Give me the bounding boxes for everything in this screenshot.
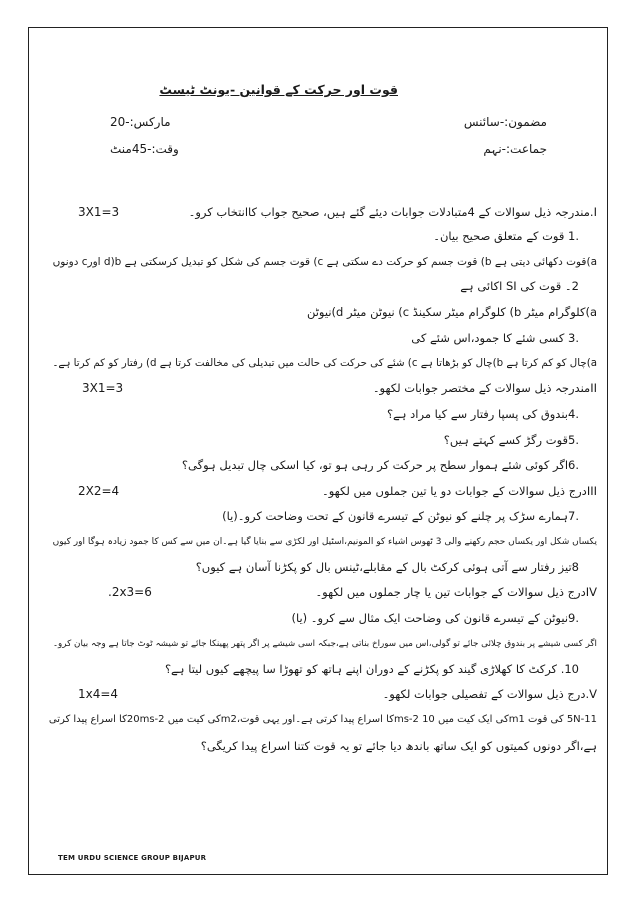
- question-11: 5N-11 کی قوت m1کی ایک کیت میں 10 ms-2کا اسراع پیدا کرتی ہے۔اور یہی قوت،m2کی کیت میں 20ms-2کا اسراع پیدا کرتی: [48, 714, 597, 725]
- question-3-options: a)چال کو کم کرتا ہے b)چال کو بڑھاتا ہے c) شئے کی حرکت کی حالت میں تبدیلی کی مخالفت کرتا ہے d) رفتار کو کم کرتا ہے۔: [52, 357, 597, 369]
- question-8: 8تیز رفتار سے آتی ہوئی کرکٹ بال کے مقابلے،ٹینس بال کو پکڑنا آسان ہے کیوں؟: [195, 560, 579, 574]
- question-10: 10. کرکٹ کا کھلاڑی گیند کو پکڑنے کے دوران اپنے ہاتھ کو تھوڑا سا پیچھے کیوں لیتا ہے؟: [164, 662, 579, 676]
- time-label: وقت:-45منٹ: [110, 142, 179, 156]
- section-3-heading: IIIدرج ذیل سوالات کے جوابات دو یا تین جملوں میں لکھو۔: [322, 484, 597, 498]
- question-6: .6اگر کوئی شئے ہموار سطح پر حرکت کر رہی ہو تو، کیا اسکی چال تبدیل ہوگی؟: [181, 458, 579, 472]
- section-4-marks: .2x3=6: [108, 585, 152, 599]
- question-3: .3 کسی شئے کا جمود،اس شئے کی: [411, 331, 579, 345]
- section-1-marks: 3X1=3: [78, 205, 120, 219]
- page-title: قوت اور حرکت کے قوانین -یونٹ ٹیسٹ: [159, 82, 398, 97]
- question-9: .9نیوٹن کے تیسرے قانون کی وضاحت ایک مثال سے کرو۔ (یا): [291, 611, 579, 625]
- question-7-alt: یکساں شکل اور یکساں حجم رکھنے والی 3 ٹھوس اشیاء کو المونیم،اسٹیل اور لکڑی سے بنایا گیا ہے۔ان میں سے کس کا جمود زیادہ ہوگا اور کیوں: [52, 537, 597, 547]
- section-1-heading: I.مندرجہ ذیل سوالات کے 4متبادلات جوابات دیئے گئے ہیں، صحیح جواب کاانتخاب کرو۔: [188, 205, 597, 219]
- section-5-marks: 1x4=4: [78, 687, 119, 701]
- question-4: .4بندوق کی پسپا رفتار سے کیا مراد ہے؟: [386, 407, 579, 421]
- question-1-options: a)قوت دکھائی دیتی ہے b) قوت جسم کو حرکت دے سکتی ہے c) قوت جسم کی شکل کو تبدیل کرسکتی ہے d)b اورc دونوں: [52, 256, 597, 268]
- question-9-alt: اگر کسی شیشے پر بندوق چلائی جائے تو گولی،اس میں سوراخ بناتی ہے،جبکہ اسی شیشے پر اگر پتھر پھینکا جائے تو شیشہ ٹوٹ جاتا ہے وجہ بیان کرو۔: [52, 639, 597, 649]
- footer-text: TEM URDU SCIENCE GROUP BIJAPUR: [58, 854, 207, 862]
- question-11-cont: ہے،اگر دونوں کمیتوں کو ایک ساتھ باندھ دیا جائے تو یہ قوت کتنا اسراع پیدا کریگی؟: [200, 739, 597, 753]
- section-2-heading: IIمندرجہ ذیل سوالات کے مختصر جوابات لکھو۔: [372, 381, 597, 395]
- question-7: .7ہمارے سڑک پر چلنے کو نیوٹن کے تیسرے قانون کے تحت وضاحت کرو۔(یا): [222, 509, 579, 523]
- question-2: 2۔ قوت کی SI اکائی ہے: [460, 279, 579, 293]
- class-label: جماعت:-نہم: [483, 142, 547, 156]
- section-4-heading: IVدرج ذیل سوالات کے جوابات تین یا چار جملوں میں لکھو۔: [315, 585, 597, 599]
- question-2-options: a)کلوگرام میٹر b) کلوگرام میٹر سکینڈ c) نیوٹن میٹر d)نیوٹن: [306, 305, 597, 319]
- section-5-heading: V.درج ذیل سوالات کے تفصیلی جوابات لکھو۔: [382, 687, 597, 701]
- question-5: .5قوت رگڑ کسے کہتے ہیں؟: [443, 433, 579, 447]
- subject-label: مضمون:-سائنس: [463, 115, 547, 129]
- section-3-marks: 2X2=4: [78, 484, 120, 498]
- question-1: .1 قوت کے متعلق صحیح بیان۔: [433, 229, 579, 243]
- section-2-marks: 3X1=3: [82, 381, 124, 395]
- total-marks: مارکس:-20: [110, 115, 171, 129]
